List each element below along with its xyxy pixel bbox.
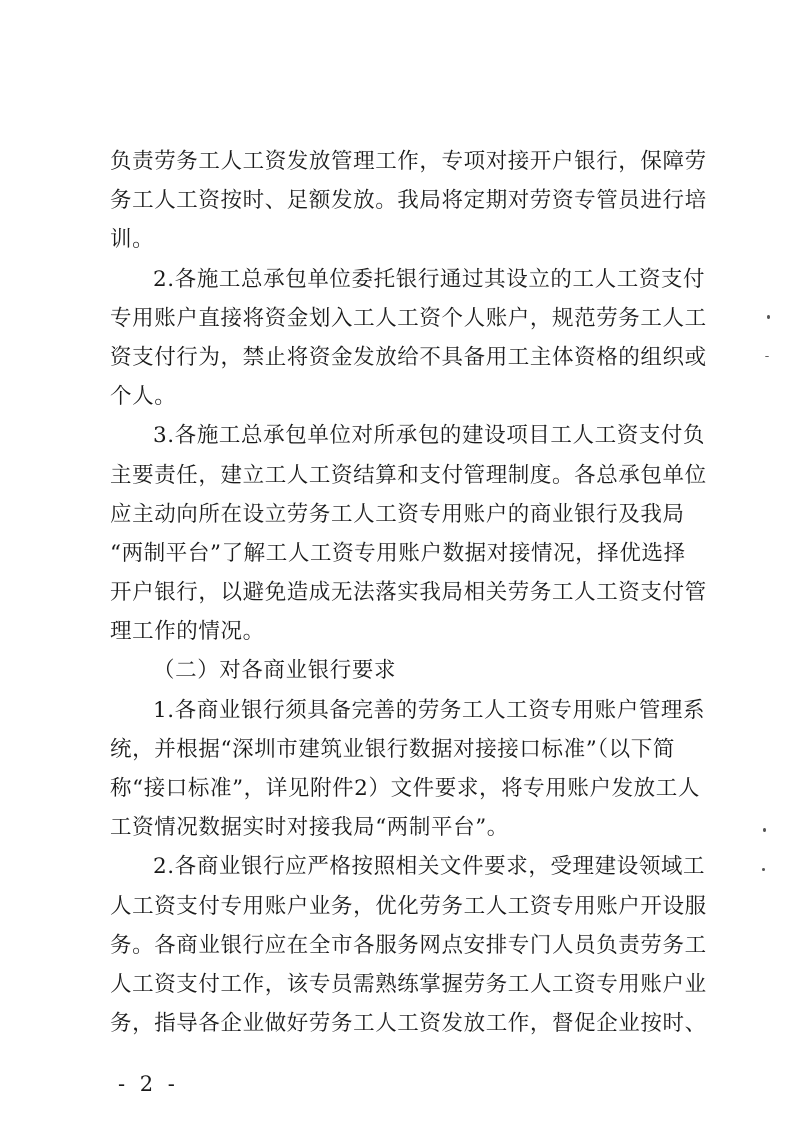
- text-line: 人工资支付专用账户业务，优化劳务工人工资专用账户开设服: [110, 893, 707, 919]
- text-line: 统，并根据“深圳市建筑业银行数据对接接口标准”（以下简: [110, 736, 675, 762]
- text-line: 训。: [110, 227, 155, 253]
- scan-speck: [763, 828, 766, 832]
- text-line: 理工作的情况。: [110, 619, 265, 645]
- section-heading: （二）对各商业银行要求: [153, 658, 397, 684]
- text-line: 务，指导各企业做好劳务工人工资发放工作，督促企业按时、: [110, 1011, 707, 1037]
- text-line: 务。各商业银行应在全市各服务网点安排专门人员负责劳务工: [110, 932, 707, 958]
- paragraph-start-line: 1.各商业银行须具备完善的劳务工人工资专用账户管理系: [153, 697, 706, 723]
- page-number: - 2 -: [118, 1072, 179, 1096]
- scan-speck: [765, 356, 769, 357]
- paragraph-start-line: 3.各施工总承包单位对所承包的建设项目工人工资支付负: [153, 423, 706, 449]
- paragraph-start-line: 2.各施工总承包单位委托银行通过其设立的工人工资支付: [153, 266, 706, 292]
- text-line: 负责劳务工人工资发放管理工作，专项对接开户银行，保障劳: [110, 149, 707, 174]
- scan-speck: [762, 868, 765, 871]
- paragraph-start-line: 2.各商业银行应严格按照相关文件要求，受理建设领域工: [153, 854, 706, 880]
- text-line: “两制平台”了解工人工资专用账户数据对接情况，择优选择: [110, 540, 686, 566]
- text-line: 开户银行，以避免造成无法落实我局相关劳务工人工资支付管: [110, 580, 707, 606]
- text-line: 资支付行为，禁止将资金发放给不具备用工主体资格的组织或: [110, 344, 707, 370]
- text-line: 务工人工资按时、足额发放。我局将定期对劳资专管员进行培: [110, 188, 707, 214]
- text-line: 工资情况数据实时对接我局“两制平台”。: [110, 815, 509, 841]
- scan-speck: [767, 315, 770, 319]
- text-line: 应主动向所在设立劳务工人工资专用账户的商业银行及我局: [110, 501, 685, 527]
- text-line: 专用账户直接将资金划入工人工资个人账户，规范劳务工人工: [110, 305, 707, 331]
- document-body: [110, 142, 707, 1043]
- text-line: 主要责任，建立工人工资结算和支付管理制度。各总承包单位: [110, 462, 707, 488]
- text-line: 个人。: [110, 384, 177, 410]
- text-line: 称“接口标准”，详见附件2）文件要求，将专用账户发放工人: [110, 776, 700, 801]
- text-line: 人工资支付工作，该专员需熟练掌握劳务工人工资专用账户业: [110, 971, 707, 997]
